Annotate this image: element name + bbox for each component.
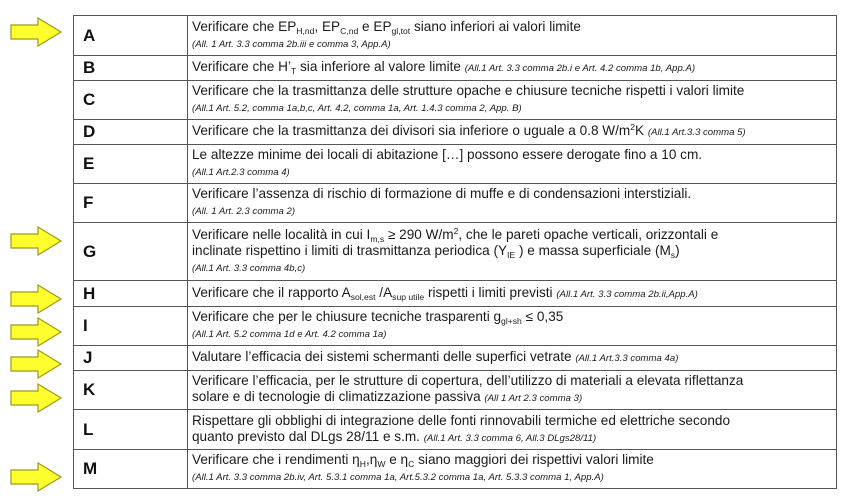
table-row xyxy=(74,223,837,281)
table-row xyxy=(74,371,837,410)
row-reference: (All.1 Art. 3.3 comma 4b,c) xyxy=(192,262,306,274)
requirements-table xyxy=(73,15,837,489)
row-reference: (All.1 Art. 5.2, comma 1a,b,c, Art. 4.2, comma 1a, Art. 1.4.3 comma 2, App. B) xyxy=(192,103,522,114)
row-reference: (All.1 Art. 5.2 comma 1d e Art. 4.2 comma 1a) xyxy=(192,329,387,340)
row-description: Verificare l’assenza di rischio di formazione di muffe e di condensazioni interstiziali. (All. 1 Art. 2.3 comma 2) xyxy=(188,184,837,223)
table-row xyxy=(74,16,837,56)
row-description: Valutare l’efficacia dei sistemi schermanti delle superfici vetrate (All.1 Art.3.3 comma 4a) xyxy=(188,346,837,371)
arrow-icon-m xyxy=(10,462,62,492)
row-description: Verificare che $H’_T$ sia inferiore al valore limite (All.1 Art. 3.3 comma 2b.i e Art. 4.2 comma 1b, App.A) xyxy=(188,56,837,81)
arrow-icon-h xyxy=(10,284,62,314)
row-description: Verificare che $EP_{H,nd}$, $EP_{C,nd}$ e $EP_{gl,tot}$ siano inferiori ai valori limite (All. 1 Art. 3.3 comma 2b.iii e comma 3, App.A) xyxy=(188,16,837,56)
row-reference: (All.1 Art.3.3 comma 4a) xyxy=(575,353,679,364)
row-letter: L xyxy=(74,410,188,450)
row-description: Verificare l’efficacia, per le strutture di copertura, dell’utilizzo di materiali a elevata riflettanza solare e di tecnologie di climatizzazione passiva (All 1 Art 2.3 comma 3) xyxy=(188,371,837,410)
table-row xyxy=(74,81,837,120)
row-letter: M xyxy=(74,450,188,489)
table-row xyxy=(74,346,837,371)
row-letter: C xyxy=(74,81,188,120)
row-reference: (All. 1 Art. 2.3 comma 2) xyxy=(192,206,296,217)
arrow-icon-i xyxy=(10,317,62,347)
row-letter: B xyxy=(74,56,188,81)
table-row xyxy=(74,184,837,223)
row-letter: J xyxy=(74,346,188,371)
row-letter: I xyxy=(74,307,188,346)
row-reference: (All.1 Art. 3.3 comma 6, All.3 DLgs28/11) xyxy=(423,432,597,444)
row-letter: F xyxy=(74,184,188,223)
row-letter: D xyxy=(74,120,188,145)
row-reference: (All.1 Art.3.3 comma 5) xyxy=(647,127,746,138)
row-description: Verificare che la trasmittanza delle strutture opache e chiusure tecniche rispetti i valori limite (All.1 Art. 5.2, comma 1a,b,c, Art. 4.2, comma 1a, Art. 1.4.3 comma 2, App. B) xyxy=(188,81,837,120)
arrow-icon-k xyxy=(10,383,62,413)
row-reference: (All.1 Art. 3.3 comma 2b.ii,App.A) xyxy=(556,288,698,300)
arrow-icon-j xyxy=(10,349,62,379)
row-letter: K xyxy=(74,371,188,410)
row-reference: (All.1 Art.2.3 comma 4) xyxy=(192,167,290,178)
row-reference: (All. 1 Art. 3.3 comma 2b.iii e comma 3, App.A) xyxy=(192,38,391,50)
row-letter: E xyxy=(74,145,188,184)
row-reference: (All 1 Art 2.3 comma 3) xyxy=(484,393,583,404)
row-description: Verificare che il rapporto $A_{sol,est}$ $/A_{sup utile}$ rispetti i limiti previsti (All.1 Art. 3.3 comma 2b.ii,App.A) xyxy=(188,281,837,307)
row-description: Verificare nelle località in cui $I_{m,s} \ge 290$ $W/m^2$, che le pareti opache verticali, orizzontali e inclinate rispettino i limiti di trasmittanza periodica ($Y_{IE}$ ) e massa superficiale $(M_s)$ (All.1 Art. 3.3 comma 4b,c) xyxy=(188,223,837,281)
row-description: Verificare che per le chiusure tecniche trasparenti $g_{gl+sh} \le 0,35$ (All.1 Art. 5.2 comma 1d e Art. 4.2 comma 1a) xyxy=(188,307,837,346)
row-letter: A xyxy=(74,16,188,56)
table-row xyxy=(74,281,837,307)
row-description: Verificare che la trasmittanza dei divisori sia inferiore o uguale a 0.8 $W/m^2K$ (All.1 Art.3.3 comma 5) xyxy=(188,120,837,145)
table-row xyxy=(74,450,837,489)
row-description: Rispettare gli obblighi di integrazione delle fonti rinnovabili termiche ed elettriche secondo quanto previsto dal DLgs 28/11 e s.m. (All.1 Art. 3.3 comma 6, All.3 DLgs28/11) xyxy=(188,410,837,450)
table-row xyxy=(74,145,837,184)
row-reference: (All.1 Art. 3.3 comma 2b.iv, Art. 5.3.1 comma 1a, Art.5.3.2 comma 1a, Art. 5.3.3 comma 1, App.A) xyxy=(192,472,604,483)
row-description: Verificare che i rendimenti $\eta_H,\eta_W$ e $\eta_C$ siano maggiori dei rispettivi valori limite (All.1 Art. 3.3 comma 2b.iv, Art. 5.3.1 comma 1a, Art.5.3.2 comma 1a, Art. 5.3.3 comma 1, App.A) xyxy=(188,450,837,489)
arrow-icon-g xyxy=(10,226,62,256)
arrow-icon-a xyxy=(10,17,62,47)
row-reference: (All.1 Art. 3.3 comma 2b.i e Art. 4.2 comma 1b, App.A) xyxy=(464,63,696,74)
table-row xyxy=(74,56,837,81)
row-letter: H xyxy=(74,281,188,307)
table-row xyxy=(74,120,837,145)
row-description: Le altezze minime dei locali di abitazione […] possono essere derogate fino a 10 cm. (All.1 Art.2.3 comma 4) xyxy=(188,145,837,184)
table-row xyxy=(74,307,837,346)
row-letter: G xyxy=(74,223,188,281)
table-row xyxy=(74,410,837,450)
